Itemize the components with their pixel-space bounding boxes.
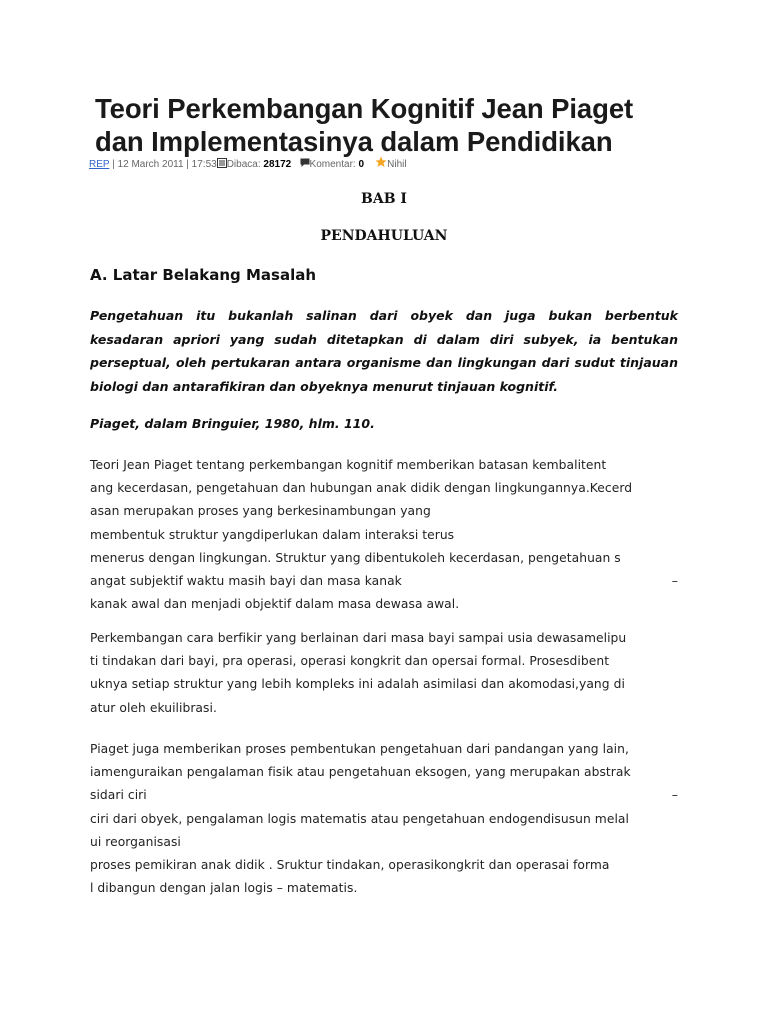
paragraph-line: proses pemikiran anak didik . Sruktur tindakan, operasikongkrit dan operasai forma: [90, 857, 610, 872]
paragraph-1: [90, 454, 690, 616]
paragraph-3: [90, 738, 690, 900]
paragraph-line-with-dash: [90, 570, 690, 593]
paragraph-line-text: angat subjektif waktu masih bayi dan masa kanak: [90, 573, 402, 588]
paragraph-line: iamenguraikan pengalaman fisik atau pengetahuan eksogen, yang merupakan abstrak: [90, 765, 631, 780]
opening-quote: Pengetahuan itu bukanlah salinan dari obyek dan juga bukan berbentuk kesadaran apriori yang sudah ditetapkan di dalam diri subyek, ia bentukan perseptual, oleh pertukaran antara organisme dan lingkungan dari sudut tinjauan biologi dan antarafikiran dan obyeknya menurut tinjauan kognitif.: [90, 308, 678, 394]
article-title-line-2: dan Implementasinya dalam Pendidikan: [95, 126, 613, 157]
paragraph-line: kanak awal dan menjadi objektif dalam masa dewasa awal.: [90, 597, 460, 612]
paragraph-line: uknya setiap struktur yang lebih kompleks ini adalah asimilasi dan akomodasi,yang di: [90, 677, 625, 692]
paragraph-line: membentuk struktur yangdiperlukan dalam interaksi terus: [90, 527, 455, 542]
comments-count: 0: [358, 159, 365, 170]
paragraph-line: ciri dari obyek, pengalaman logis matematis atau pengetahuan endogendisusun melal: [90, 811, 629, 826]
paragraph-2: [90, 627, 690, 720]
page-icon: [217, 158, 227, 173]
views-label: Dibaca:: [226, 159, 264, 170]
meta-separator: |: [109, 159, 118, 170]
line-dash: –: [671, 788, 678, 803]
paragraph-line: ti tindakan dari bayi, pra operasi, operasi kongkrit dan opersai formal. Prosesdibent: [90, 654, 610, 669]
rating-label: Nihil: [387, 159, 407, 170]
section-heading: PENDAHULUAN: [320, 228, 448, 244]
paragraph-line: asan merupakan proses yang berkesinambungan yang: [90, 504, 431, 519]
comments-label: Komentar:: [309, 159, 359, 170]
paragraph-line: Piaget juga memberikan proses pembentukan pengetahuan dari pandangan yang lain,: [90, 742, 629, 756]
paragraph-line: ui reorganisasi: [90, 834, 181, 849]
line-dash: –: [671, 573, 678, 588]
publish-date: 12 March 2011: [117, 159, 184, 170]
quote-citation: Piaget, dalam Bringuier, 1980, hlm. 110.: [90, 416, 375, 431]
paragraph-line: atur oleh ekuilibrasi.: [90, 700, 217, 715]
paragraph-line-text: sidari ciri: [90, 788, 147, 803]
paragraph-line-with-dash: [90, 784, 690, 807]
article-title: [95, 92, 735, 158]
author-link[interactable]: REP: [89, 159, 110, 170]
paragraph-line: Teori Jean Piaget tentang perkembangan kognitif memberikan batasan kembalitent: [90, 458, 607, 472]
comment-icon: [300, 158, 310, 173]
paragraph-line: menerus dengan lingkungan. Struktur yang dibentukoleh kecerdasan, pengetahuan s: [90, 550, 621, 565]
meta-separator: |: [183, 159, 192, 170]
paragraph-line: ang kecerdasan, pengetahuan dan hubungan anak didik dengan lingkungannya.Kecerd: [90, 481, 633, 496]
publish-time: 17:53: [191, 159, 217, 170]
article-title-line-1: Teori Perkembangan Kognitif Jean Piaget: [95, 93, 634, 124]
subsection-heading: A. Latar Belakang Masalah: [90, 266, 317, 284]
star-icon: [375, 156, 387, 173]
paragraph-line: l dibangun dengan jalan logis – matematis.: [90, 881, 358, 896]
views-count: 28172: [263, 159, 292, 170]
chapter-heading: BAB I: [361, 191, 407, 207]
article-meta: [89, 156, 407, 173]
paragraph-line: Perkembangan cara berfikir yang berlainan dari masa bayi sampai usia dewasamelipu: [90, 631, 627, 645]
